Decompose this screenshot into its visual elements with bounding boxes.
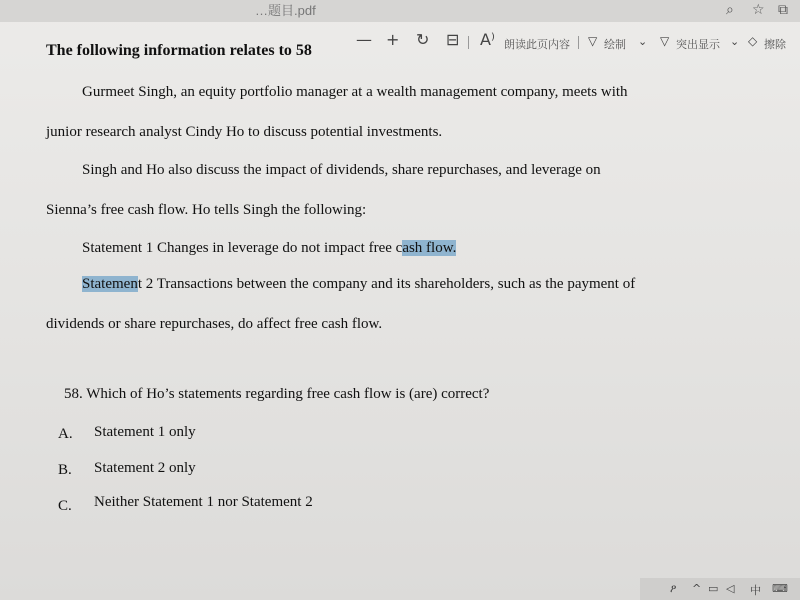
paragraph-1-line-2: junior research analyst Cindy Ho to discuss potential investments. [46,124,443,140]
paragraph-2-line-2: Sienna’s free cash flow. Ho tells Singh the following: [46,202,367,218]
choice-b-letter: B. [58,462,72,478]
statement-2-line-2: dividends or share repurchases, do affect free cash flow. [46,316,383,332]
keyboard-icon[interactable]: ⌨ [772,582,788,595]
zoom-out-button[interactable]: — [356,30,372,49]
title-bar [0,0,800,22]
draw-icon[interactable]: ▽ [588,34,598,48]
erase-button[interactable]: 擦除 [764,38,786,51]
rotate-icon[interactable]: ↻ [416,30,430,49]
system-tray [640,578,800,600]
statement-2-line-1 [82,276,635,293]
read-aloud-button[interactable]: 朗读此页内容 [504,38,570,51]
highlight-chevron-down-icon[interactable]: ⌄ [730,35,740,48]
highlight-button[interactable]: 突出显示 [676,38,720,51]
question-58: 58. Which of Ho’s statements regarding free cash flow is (are) correct? [64,386,490,402]
search-icon[interactable]: ⌕ [726,2,734,18]
read-aloud-icon[interactable]: A⁾ [480,30,495,49]
collections-icon[interactable]: ⧉ [778,2,788,18]
paragraph-1-line-1: Gurmeet Singh, an equity portfolio manager at a wealth management company, meets with [82,84,628,100]
paragraph-2-line-1: Singh and Ho also discuss the impact of dividends, share repurchases, and leverage on [82,162,601,178]
choice-c-letter: C. [58,498,72,514]
pdf-page [0,38,800,600]
network-icon[interactable]: ▭ [708,582,719,595]
choice-b-text: Statement 2 only [94,460,196,476]
favorite-star-icon[interactable]: ☆ [752,2,765,18]
choice-a-letter: A. [58,426,73,442]
people-icon[interactable]: ዖ [670,582,677,595]
eraser-icon[interactable]: ◇ [748,34,758,48]
choice-a-text: Statement 1 only [94,424,196,440]
statement-1-text: Statement 1 Changes in leverage do not impact free c [82,240,403,256]
highlighted-text[interactable]: Statemen [82,276,138,292]
volume-icon[interactable]: ◁ [726,582,735,595]
ime-indicator[interactable]: 中 [750,584,761,597]
highlight-icon[interactable]: ▽ [660,34,670,48]
draw-chevron-down-icon[interactable]: ⌄ [638,35,648,48]
zoom-in-button[interactable]: + [386,30,400,49]
statement-2-text: t 2 Transactions between the company and its shareholders, such as the payment of [137,276,636,292]
section-heading: The following information relates to 58 [46,42,312,59]
window-title: …题目.pdf [255,3,316,18]
draw-button[interactable]: 绘制 [604,38,626,51]
highlighted-text[interactable]: ash flow. [402,240,457,256]
chevron-up-icon[interactable]: ^ [692,582,702,595]
choice-c-text: Neither Statement 1 nor Statement 2 [94,494,313,510]
fit-page-icon[interactable]: ⊟ [446,30,460,49]
statement-1 [82,240,456,257]
